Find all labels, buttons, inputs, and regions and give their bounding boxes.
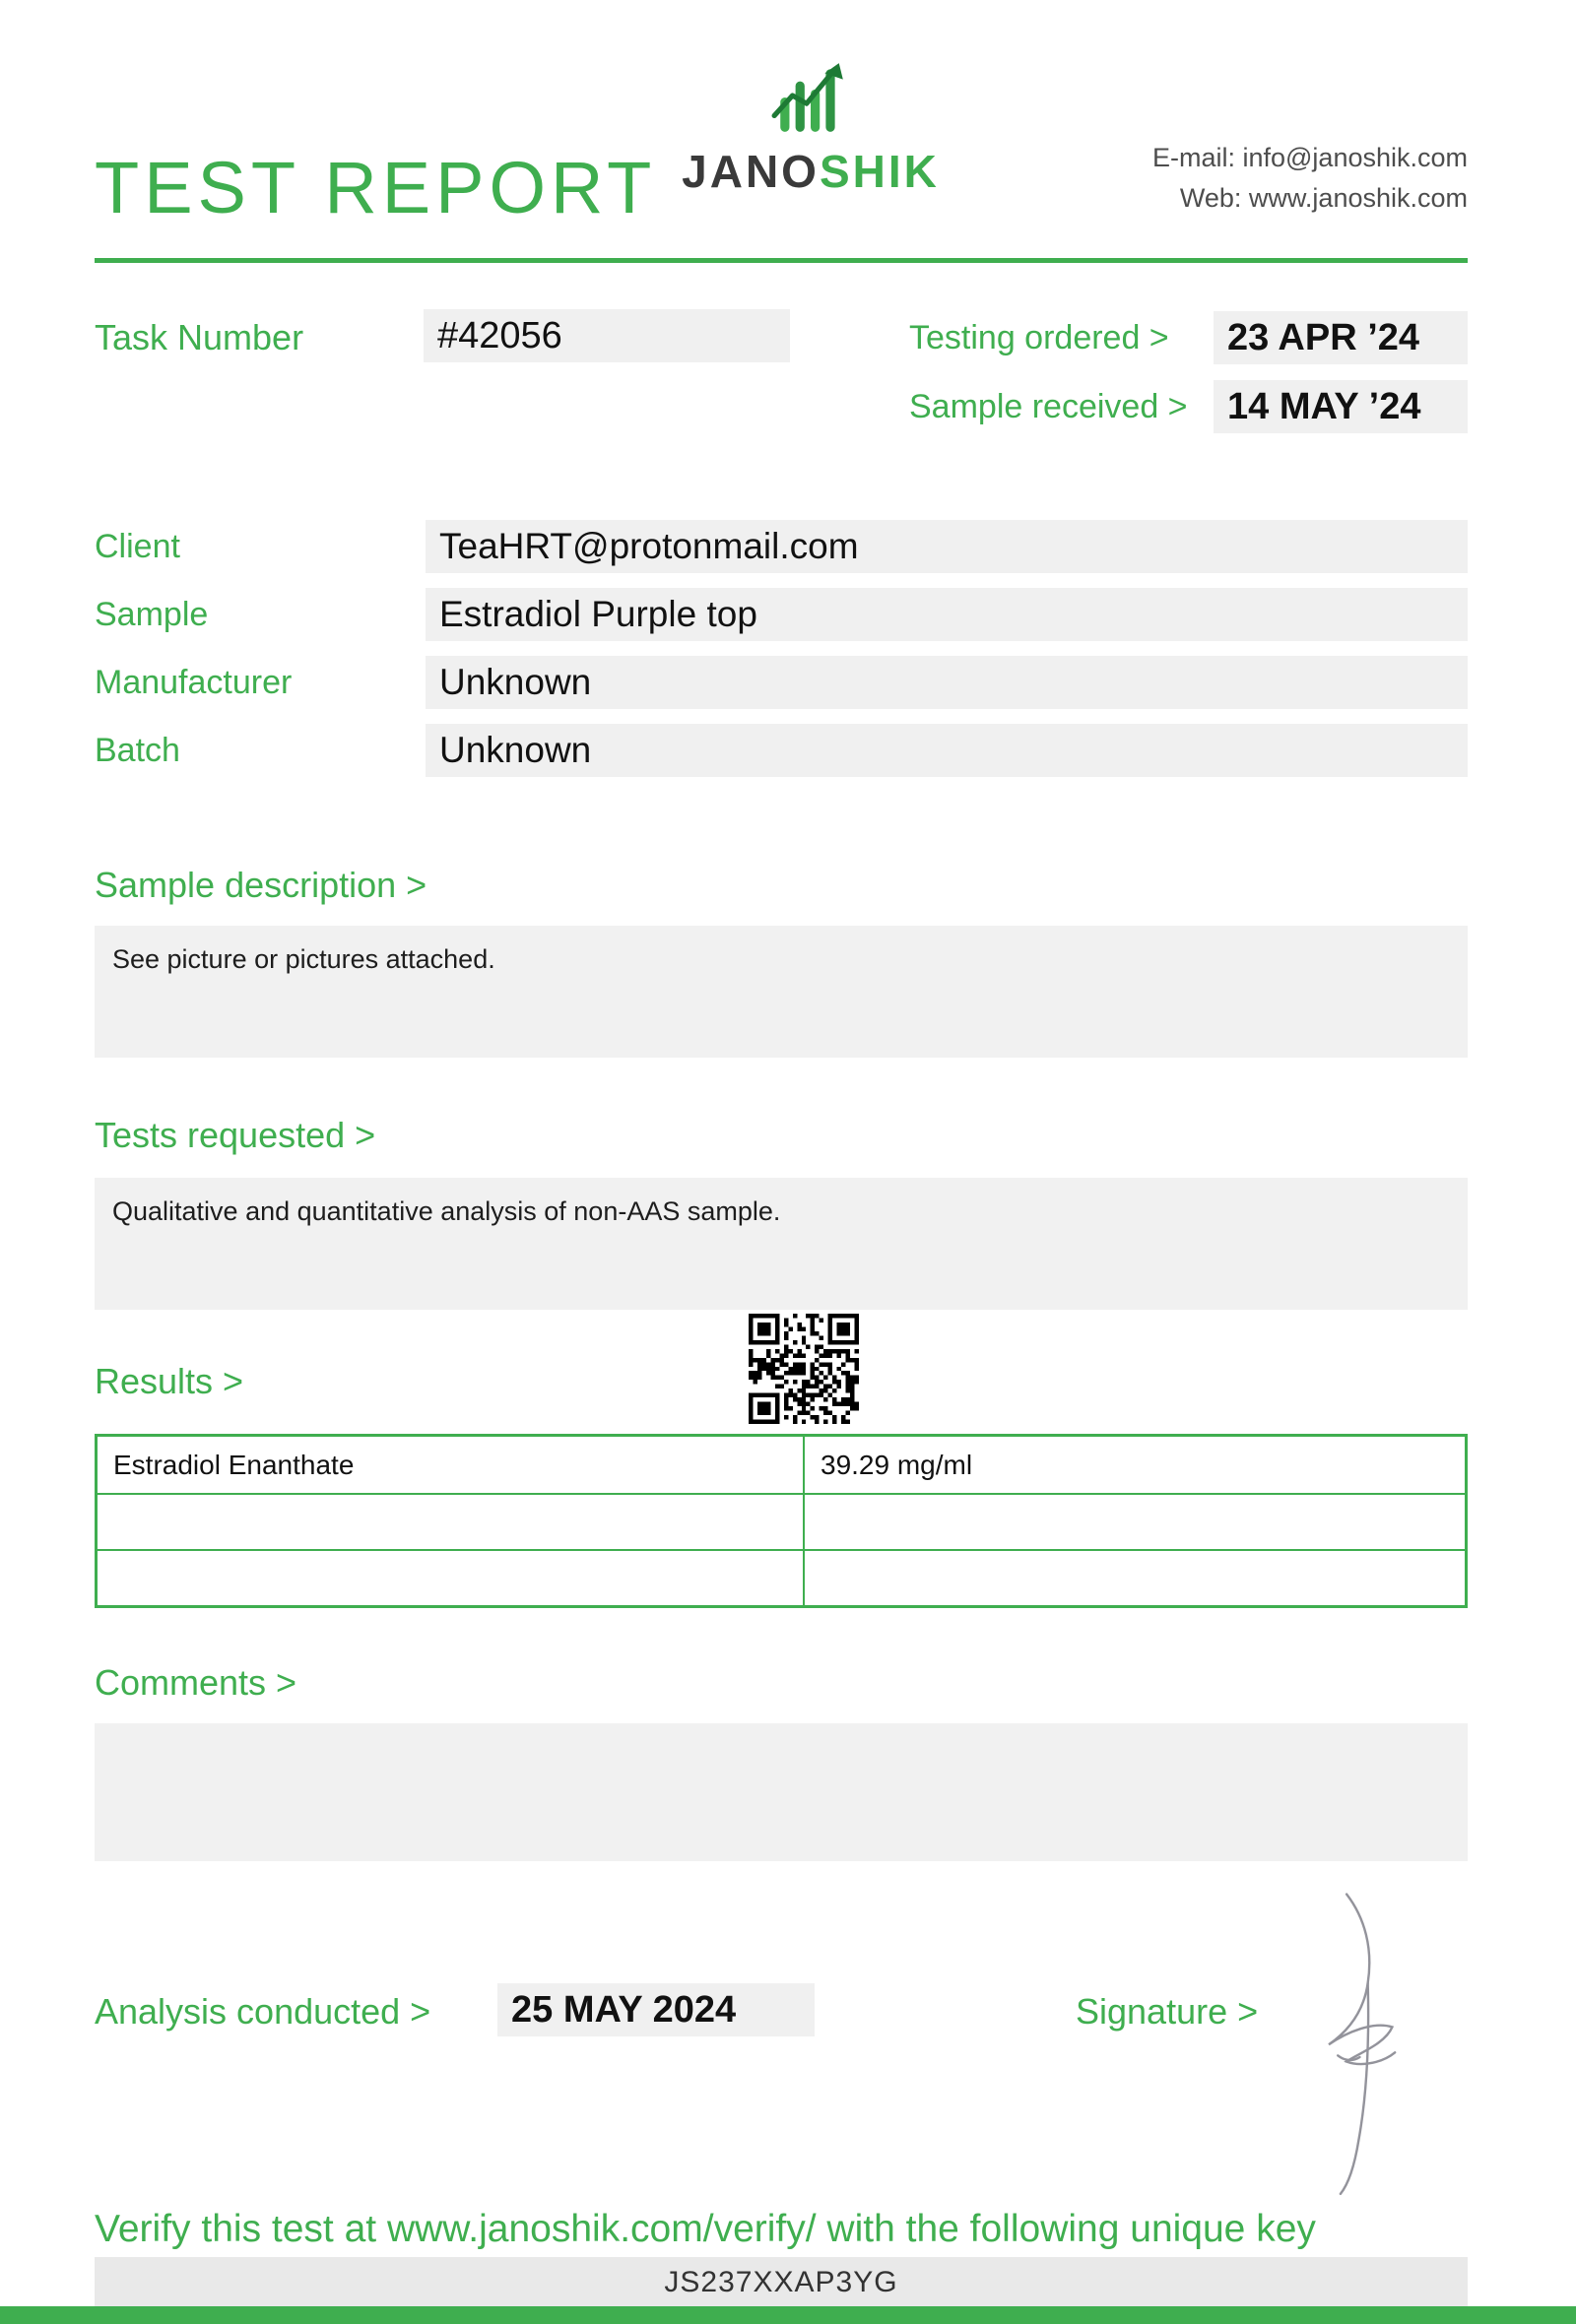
- logo-shik: SHIK: [819, 146, 940, 197]
- comments-label: Comments >: [95, 1662, 297, 1703]
- task-number-label: Task Number: [95, 317, 304, 357]
- batch-label: Batch: [95, 732, 180, 769]
- qr-code: [749, 1314, 859, 1424]
- sample-value: Estradiol Purple top: [426, 588, 1468, 641]
- info-row-client: [95, 520, 1468, 573]
- result-substance: [98, 1549, 803, 1605]
- tests-requested-box: Qualitative and quantitative analysis of non-AAS sample.: [95, 1178, 1468, 1310]
- signature-label: Signature >: [1076, 1991, 1259, 2032]
- manufacturer-label: Manufacturer: [95, 664, 293, 701]
- result-substance: [98, 1493, 803, 1549]
- result-amount: [803, 1493, 1465, 1549]
- batch-value: Unknown: [426, 724, 1468, 777]
- results-label: Results >: [95, 1361, 244, 1401]
- tests-requested-label: Tests requested >: [95, 1115, 376, 1155]
- manufacturer-value: Unknown: [426, 656, 1468, 709]
- result-substance: Estradiol Enanthate: [113, 1450, 355, 1480]
- sample-received-value: 14 MAY ’24: [1214, 380, 1468, 433]
- logo-jano: JANO: [682, 146, 820, 197]
- email-label: E-mail:: [1151, 143, 1235, 172]
- testing-ordered-value: 23 APR ’24: [1214, 311, 1468, 364]
- header-divider: [95, 258, 1468, 263]
- contact-web-line: [1152, 178, 1468, 219]
- verify-instruction: Verify this test at www.janoshik.com/verify/ with the following unique key: [95, 2208, 1316, 2250]
- logo-wordmark: [678, 145, 944, 198]
- contact-email-line: [1152, 138, 1468, 178]
- contact-info: [1152, 138, 1468, 218]
- comments-box: [95, 1723, 1468, 1861]
- web-label: Web:: [1179, 182, 1242, 213]
- sample-description-box: See picture or pictures attached.: [95, 926, 1468, 1058]
- analysis-conducted-value: 25 MAY 2024: [497, 1983, 815, 2036]
- signature-image: [1285, 1886, 1433, 2201]
- testing-ordered-label: Testing ordered >: [909, 319, 1169, 356]
- info-row-manufacturer: [95, 656, 1468, 709]
- bottom-green-strip: [0, 2306, 1576, 2324]
- task-number-value: #42056: [424, 309, 790, 362]
- results-table: [95, 1434, 1468, 1608]
- sample-received-label: Sample received >: [909, 388, 1188, 425]
- email-value: info@janoshik.com: [1242, 143, 1468, 172]
- page-title: TEST REPORT: [95, 147, 657, 228]
- verification-key: JS237XXAP3YG: [95, 2257, 1468, 2308]
- sample-description-label: Sample description >: [95, 865, 427, 905]
- client-value: TeaHRT@protonmail.com: [426, 520, 1468, 573]
- client-label: Client: [95, 528, 180, 565]
- bar-chart-arrow-icon: [759, 57, 862, 136]
- info-row-batch: [95, 724, 1468, 777]
- analysis-conducted-label: Analysis conducted >: [95, 1991, 431, 2032]
- result-amount: [803, 1549, 1465, 1605]
- sample-label: Sample: [95, 596, 209, 633]
- web-value: www.janoshik.com: [1248, 182, 1468, 213]
- janoshik-logo: [678, 57, 944, 198]
- info-row-sample: [95, 588, 1468, 641]
- result-amount: 39.29 mg/ml: [803, 1437, 1465, 1493]
